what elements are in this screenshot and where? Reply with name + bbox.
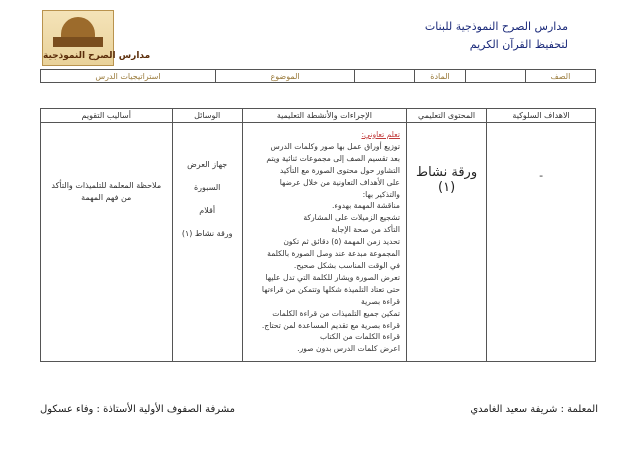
logo-text: مدارس الصرح النموذجية bbox=[43, 51, 151, 61]
procedure-line: تحديد زمن المهمة (٥) دقائق ثم تكون bbox=[283, 237, 400, 247]
subject-value bbox=[355, 70, 415, 83]
procedure-line: قراءة بصرية مع تقديم المساعدة لمن تحتاج. bbox=[261, 320, 400, 330]
grade-label: الصف bbox=[525, 70, 595, 83]
tool-item: السبورة bbox=[193, 183, 221, 192]
procedure-line: قراءة بصرية bbox=[361, 296, 400, 306]
tool-item: جهاز العرض bbox=[187, 160, 228, 169]
evaluation-cell bbox=[41, 123, 173, 362]
procedure-line: تشجيع الزميلات على المشاركة bbox=[303, 213, 400, 223]
school-logo bbox=[42, 10, 151, 66]
objectives-cell bbox=[487, 123, 596, 362]
school-name: مدارس الصرح النموذجية للبنات bbox=[424, 20, 568, 33]
procedure-line: التشاور حول محتوى الصورة مع التأكيد bbox=[279, 165, 400, 175]
procedures-title: تعلم تعاوني: bbox=[361, 130, 400, 139]
tools-cell bbox=[172, 123, 242, 362]
tools-header: الوسائل bbox=[172, 109, 242, 123]
tool-item: أقلام bbox=[199, 206, 216, 215]
procedure-line: في الوقت المناسب بشكل صحيح. bbox=[293, 260, 400, 270]
strategy-label: استراتيجيات الدرس bbox=[41, 70, 216, 83]
tool-item: ورقة نشاط (١) bbox=[181, 229, 233, 238]
evaluation-line: ملاحظة المعلمة للتلميذات والتأكد bbox=[51, 181, 162, 190]
procedure-line: تمكين جميع التلميذات من قراءة الكلمات bbox=[272, 308, 400, 318]
logo-dome-shape bbox=[61, 17, 95, 39]
subject-label: المادة bbox=[415, 70, 466, 83]
procedure-line: مناقشة المهمة بهدوء. bbox=[331, 201, 400, 211]
procedure-line: المجموعة مبدعة عند وصل الصورة بالكلمة bbox=[267, 249, 400, 259]
procedure-line: قراءة الكلمات من الكتاب bbox=[320, 332, 400, 342]
procedure-line: التأكد من صحة الإجابة bbox=[331, 225, 400, 235]
evaluation-header: أساليب التقويم bbox=[41, 109, 173, 123]
procedures-cell bbox=[242, 123, 406, 362]
lesson-header-table bbox=[40, 69, 596, 83]
procedure-line: اعرض كلمات الدرس بدون صور. bbox=[297, 344, 400, 354]
school-name-block bbox=[425, 18, 568, 54]
supervisor-name: مشرفة الصفوف الأولية الأستاذة : وفاء عسكول bbox=[40, 404, 236, 415]
logo-body-shape bbox=[53, 37, 103, 47]
topic-label: الموضوع bbox=[215, 70, 354, 83]
procedure-line: والتذكير بها: bbox=[362, 189, 400, 199]
objectives-header: الاهداف السلوكية bbox=[487, 109, 596, 123]
objective-value: - bbox=[539, 169, 544, 182]
lesson-plan-table bbox=[40, 108, 596, 362]
content-header: المحتوى التعليمي bbox=[406, 109, 486, 123]
school-subtitle: لتحفيظ القرآن الكريم bbox=[469, 38, 568, 51]
procedure-line: تعرض الصورة ويشار للكلمة التي تدل عليها bbox=[265, 272, 400, 282]
procedure-line: على الأهداف التعاونية من خلال عرضها bbox=[279, 177, 400, 187]
content-cell bbox=[406, 123, 486, 362]
procedure-line: حتى تعتاد التلميذة شكلها وتتمكن من قراءتها bbox=[261, 284, 400, 294]
evaluation-line: من فهم المهمة bbox=[81, 193, 132, 202]
procedures-header: الإجراءات والأنشطة التعليمية bbox=[242, 109, 406, 123]
procedure-line: بعد تقسيم الصف إلى مجموعات ثنائية ويتم bbox=[266, 153, 400, 163]
procedure-line: توزيع أوراق عمل بها صور وكلمات الدرس bbox=[270, 141, 400, 151]
content-value: ورقة نشاط (١) bbox=[416, 165, 478, 195]
teacher-name: المعلمة : شريفة سعيد الغامدي bbox=[470, 404, 598, 415]
grade-value bbox=[465, 70, 525, 83]
